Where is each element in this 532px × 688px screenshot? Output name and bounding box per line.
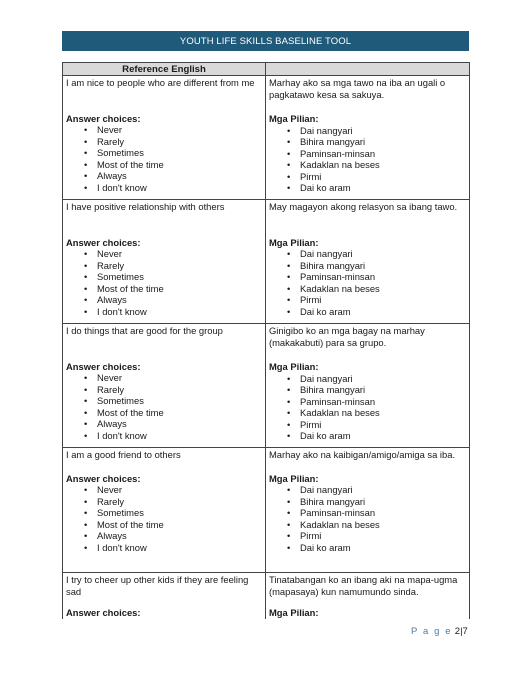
translation-cell xyxy=(266,200,470,324)
list-item: • Most of the time xyxy=(84,159,262,171)
list-item: • Kadaklan na beses xyxy=(287,519,466,531)
list-item: • Bihira mangyari xyxy=(287,496,466,508)
answer-options-list xyxy=(66,124,262,193)
document-header-banner xyxy=(62,31,469,51)
list-item: • Paminsan-minsan xyxy=(287,396,466,408)
list-item: • Always xyxy=(84,530,262,542)
page-label: P a g e xyxy=(411,626,453,637)
list-item: • Most of the time xyxy=(84,519,262,531)
list-item: • Kadaklan na beses xyxy=(287,159,466,171)
answer-options-list xyxy=(66,248,262,317)
list-item: • Pirmi xyxy=(287,171,466,183)
list-item: • I don't know xyxy=(84,306,262,318)
list-item: • Sometimes xyxy=(84,147,262,159)
list-item: • I don't know xyxy=(84,430,262,442)
list-item: • Always xyxy=(84,170,262,182)
question-translation: Tinatabangan ko an ibang aki na mapa-ugma (mapasaya) kun namumundo sinda. xyxy=(269,574,458,597)
list-item: • Never xyxy=(84,484,262,496)
question-text: I do things that are good for the group xyxy=(66,325,223,336)
english-cell xyxy=(63,324,266,448)
list-item: • Rarely xyxy=(84,136,262,148)
question-translation: Ginigibo ko an mga bagay na marhay (makakabuti) para sa grupo. xyxy=(269,325,425,348)
list-item: • Paminsan-minsan xyxy=(287,271,466,283)
answer-options-list-translated xyxy=(269,248,466,317)
list-item: • Never xyxy=(84,124,262,136)
question-text: I have positive relationship with others xyxy=(66,201,225,212)
question-translation: May magayon akong relasyon sa ibang tawo. xyxy=(269,201,458,212)
column-header-translation xyxy=(266,63,470,76)
list-item: • Dai nangyari xyxy=(287,373,466,385)
table-row xyxy=(63,200,470,324)
page-separator: | xyxy=(460,626,463,637)
answer-choices-label-translated: Mga Pilian: xyxy=(269,472,319,484)
answer-choices-label-translated: Mga Pilian: xyxy=(269,113,319,124)
list-item: • Most of the time xyxy=(84,283,262,295)
list-item: • Sometimes xyxy=(84,271,262,283)
page-footer xyxy=(411,626,468,637)
list-item: • Dai ko aram xyxy=(287,430,466,442)
document-title: YOUTH LIFE SKILLS BASELINE TOOL xyxy=(179,35,352,47)
question-translation: Marhay ako sa mga tawo na iba an ugali o pagkatawo kesa sa sakuya. xyxy=(269,77,446,100)
list-item: • Pirmi xyxy=(287,294,466,306)
answer-choices-label: Answer choices: xyxy=(66,472,141,484)
list-item: • Dai nangyari xyxy=(287,484,466,496)
english-cell xyxy=(63,200,266,324)
list-item: • I don't know xyxy=(84,542,262,554)
answer-choices-label: Answer choices: xyxy=(66,607,141,618)
english-cell xyxy=(63,448,266,573)
list-item: • Dai nangyari xyxy=(287,248,466,260)
table-row xyxy=(63,573,470,620)
list-item: • Sometimes xyxy=(84,507,262,519)
question-text: I try to cheer up other kids if they are feeling sad xyxy=(66,574,249,597)
list-item: • Dai ko aram xyxy=(287,182,466,194)
list-item: • Paminsan-minsan xyxy=(287,507,466,519)
answer-choices-label: Answer choices: xyxy=(66,112,141,124)
list-item: • Kadaklan na beses xyxy=(287,283,466,295)
question-translation: Marhay ako na kaibigan/amigo/amiga sa iba. xyxy=(269,449,456,460)
answer-options-list xyxy=(66,484,262,553)
list-item: • Kadaklan na beses xyxy=(287,407,466,419)
table-row xyxy=(63,448,470,573)
list-item: • Paminsan-minsan xyxy=(287,148,466,160)
list-item: • Bihira mangyari xyxy=(287,384,466,396)
table-row xyxy=(63,76,470,200)
list-item: • Rarely xyxy=(84,260,262,272)
column-header-english: Reference English xyxy=(63,63,266,76)
list-item: • Bihira mangyari xyxy=(287,136,466,148)
list-item: • I don't know xyxy=(84,182,262,194)
translation-cell xyxy=(266,76,470,200)
answer-options-list-translated xyxy=(269,125,466,194)
page-number: 2 xyxy=(454,626,461,637)
question-text: I am a good friend to others xyxy=(66,449,181,460)
list-item: • Always xyxy=(84,294,262,306)
english-cell xyxy=(63,76,266,200)
survey-table xyxy=(62,62,470,619)
total-pages: 7 xyxy=(462,626,468,637)
translation-cell xyxy=(266,573,470,620)
table-header-row xyxy=(63,63,470,76)
question-text: I am nice to people who are different from me xyxy=(66,77,255,88)
answer-choices-label-translated: Mga Pilian: xyxy=(269,607,319,618)
list-item: • Dai ko aram xyxy=(287,542,466,554)
answer-options-list xyxy=(66,372,262,441)
answer-options-list-translated xyxy=(269,373,466,442)
answer-choices-label: Answer choices: xyxy=(66,360,141,372)
table-row xyxy=(63,324,470,448)
list-item: • Dai nangyari xyxy=(287,125,466,137)
list-item: • Dai ko aram xyxy=(287,306,466,318)
list-item: • Never xyxy=(84,372,262,384)
list-item: • Most of the time xyxy=(84,407,262,419)
answer-choices-label-translated: Mga Pilian: xyxy=(269,236,319,248)
list-item: • Rarely xyxy=(84,384,262,396)
answer-options-list-translated xyxy=(269,484,466,553)
answer-choices-label-translated: Mga Pilian: xyxy=(269,361,319,372)
list-item: • Never xyxy=(84,248,262,260)
list-item: • Rarely xyxy=(84,496,262,508)
english-cell xyxy=(63,573,266,620)
list-item: • Pirmi xyxy=(287,530,466,542)
list-item: • Bihira mangyari xyxy=(287,260,466,272)
answer-choices-label: Answer choices: xyxy=(66,236,141,248)
list-item: • Sometimes xyxy=(84,395,262,407)
translation-cell xyxy=(266,324,470,448)
list-item: • Pirmi xyxy=(287,419,466,431)
list-item: • Always xyxy=(84,418,262,430)
translation-cell xyxy=(266,448,470,573)
